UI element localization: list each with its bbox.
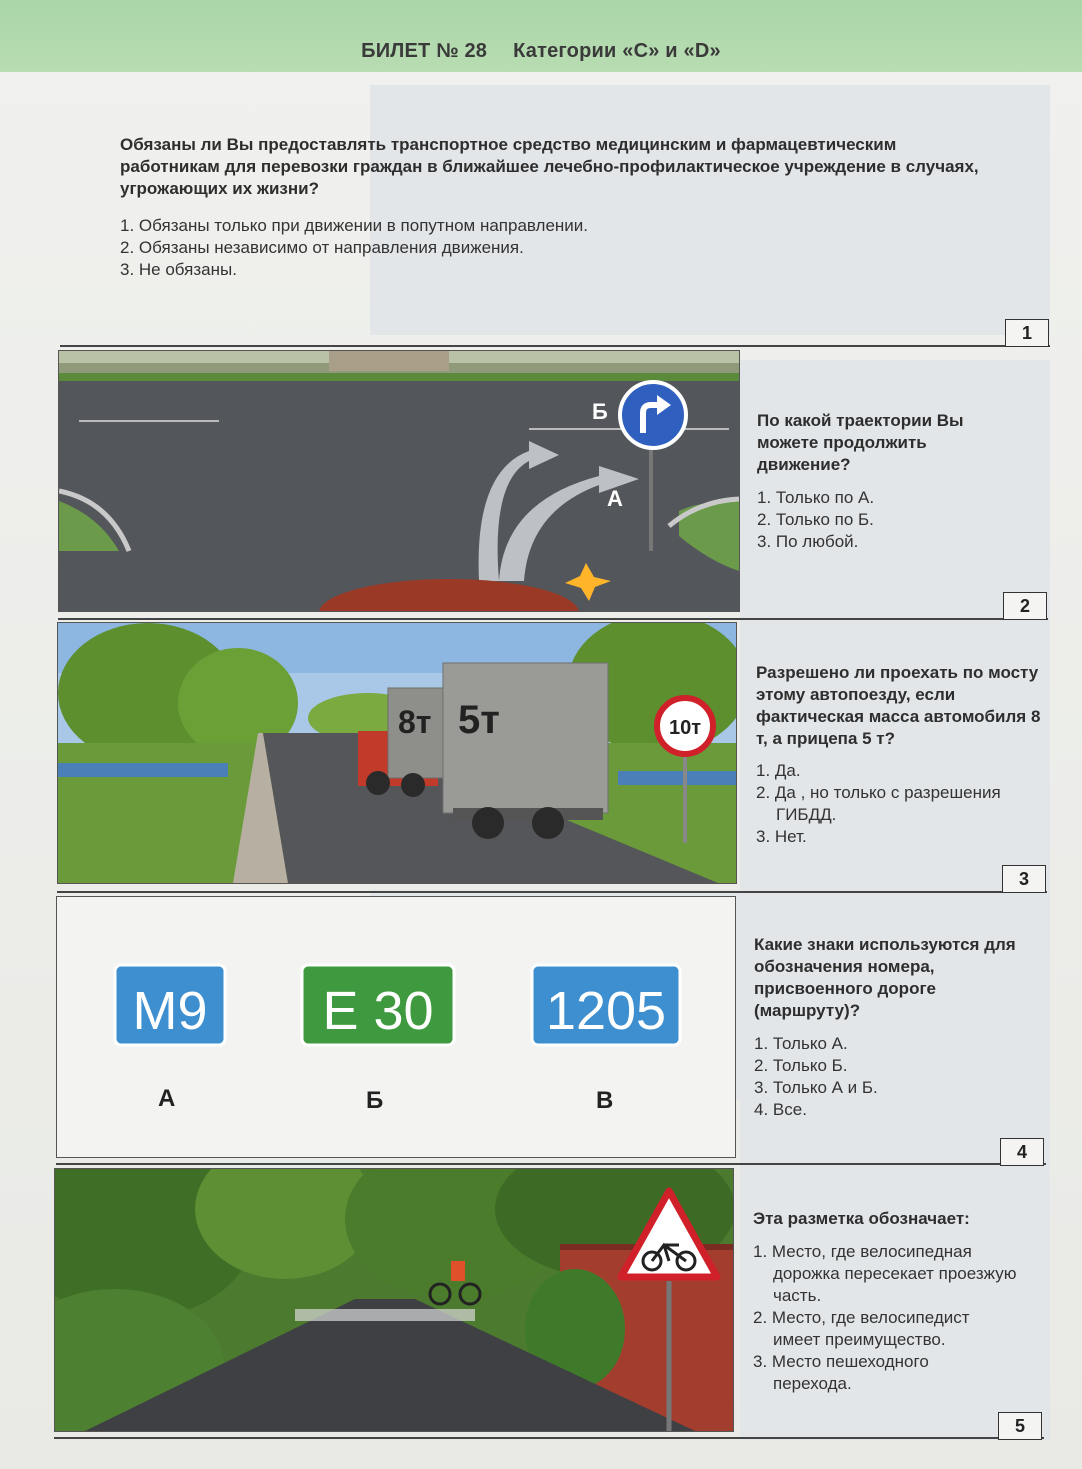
answer-option[interactable]: 2. Место, где велосипедист xyxy=(753,1308,970,1327)
question-3-answers xyxy=(756,760,1046,848)
answer-option[interactable]: 2. Только Б. xyxy=(754,1056,848,1075)
answer-option[interactable]: 1. Только по А. xyxy=(757,488,875,507)
question-4-answers xyxy=(754,1033,1014,1121)
question-4-illustration xyxy=(56,896,736,1158)
answer-option[interactable]: 2. Обязаны независимо от направления движения. xyxy=(120,238,524,257)
question-2-text: По какой траектории Вы можете продолжить движение? xyxy=(757,411,964,474)
divider-line xyxy=(57,891,1047,893)
question-2-number: 2 xyxy=(1003,592,1047,620)
divider-line xyxy=(60,345,1050,347)
divider-line xyxy=(58,618,1048,620)
weight-limit-sign: 10т xyxy=(668,717,702,739)
sign-b: E 30 xyxy=(322,981,434,1041)
answer-option[interactable]: 2. Да , но только с разрешения xyxy=(756,783,1001,802)
answer-option[interactable]: 2. Только по Б. xyxy=(757,510,874,529)
truck-mass-label: 8т xyxy=(398,704,432,740)
question-1-text: Обязаны ли Вы предоставлять транспортное средство медицинским и фармацевтическим работникам для перевозки граждан в ближайшее лечебно-профилактическое учреждение в случаях, угрожающих их жизни? xyxy=(120,135,979,198)
question-5-illustration xyxy=(54,1168,734,1432)
question-2-illustration xyxy=(58,350,740,612)
divider-line xyxy=(56,1163,1046,1165)
answer-option[interactable]: 1. Место, где велосипедная xyxy=(753,1242,972,1261)
question-4-text: Какие знаки используются для обозначения номера, присвоенного дороге (маршруту)? xyxy=(754,935,1016,1020)
question-3-text: Разрешено ли проехать по мосту этому автопоезду, если фактическая масса автомобиля 8 т, а прицепа 5 т? xyxy=(756,663,1041,748)
answer-option[interactable]: 3. Только А и Б. xyxy=(754,1078,878,1097)
sign-a: M9 xyxy=(132,981,208,1041)
answer-option-continuation: ГИБДД. xyxy=(776,805,837,824)
answer-option[interactable]: 3. Не обязаны. xyxy=(120,260,237,279)
question-1-number: 1 xyxy=(1005,319,1049,347)
divider-line xyxy=(54,1437,1044,1439)
answer-option-continuation: имеет преимущество. xyxy=(773,1330,946,1349)
answer-option[interactable]: 1. Да. xyxy=(756,761,801,780)
question-3-illustration xyxy=(57,622,737,884)
question-2-answers xyxy=(757,487,1017,553)
question-5-answers xyxy=(753,1241,1053,1395)
answer-option-continuation: часть. xyxy=(773,1286,822,1305)
ticket-categories: Категории «С» и «D» xyxy=(513,40,721,62)
sign-letter-a: А xyxy=(158,1085,176,1112)
bleed-through-shade xyxy=(370,85,1050,335)
answer-option[interactable]: 3. Нет. xyxy=(756,827,807,846)
question-1-answers xyxy=(120,215,820,281)
answer-option-continuation: дорожка пересекает проезжую xyxy=(773,1264,1017,1283)
trajectory-label-a: А xyxy=(607,486,623,511)
sign-v: 1205 xyxy=(545,981,667,1041)
answer-option[interactable]: 1. Обязаны только при движении в попутном направлении. xyxy=(120,216,589,235)
trailer-mass-label: 5т xyxy=(458,698,500,742)
question-5-number: 5 xyxy=(998,1412,1042,1440)
sign-letter-v: В xyxy=(596,1087,614,1114)
sign-letter-b: Б xyxy=(366,1087,384,1114)
question-3-number: 3 xyxy=(1002,865,1046,893)
ticket-number: БИЛЕТ № 28 xyxy=(361,40,488,62)
answer-option-continuation: перехода. xyxy=(773,1374,852,1393)
answer-option[interactable]: 3. По любой. xyxy=(757,532,859,551)
question-5-text: Эта разметка обозначает: xyxy=(753,1209,970,1228)
answer-option[interactable]: 4. Все. xyxy=(754,1100,807,1119)
trajectory-label-b: Б xyxy=(592,399,608,424)
question-4-number: 4 xyxy=(1000,1138,1044,1166)
answer-option[interactable]: 1. Только А. xyxy=(754,1034,848,1053)
answer-option[interactable]: 3. Место пешеходного xyxy=(753,1352,929,1371)
ticket-header xyxy=(0,40,1082,63)
